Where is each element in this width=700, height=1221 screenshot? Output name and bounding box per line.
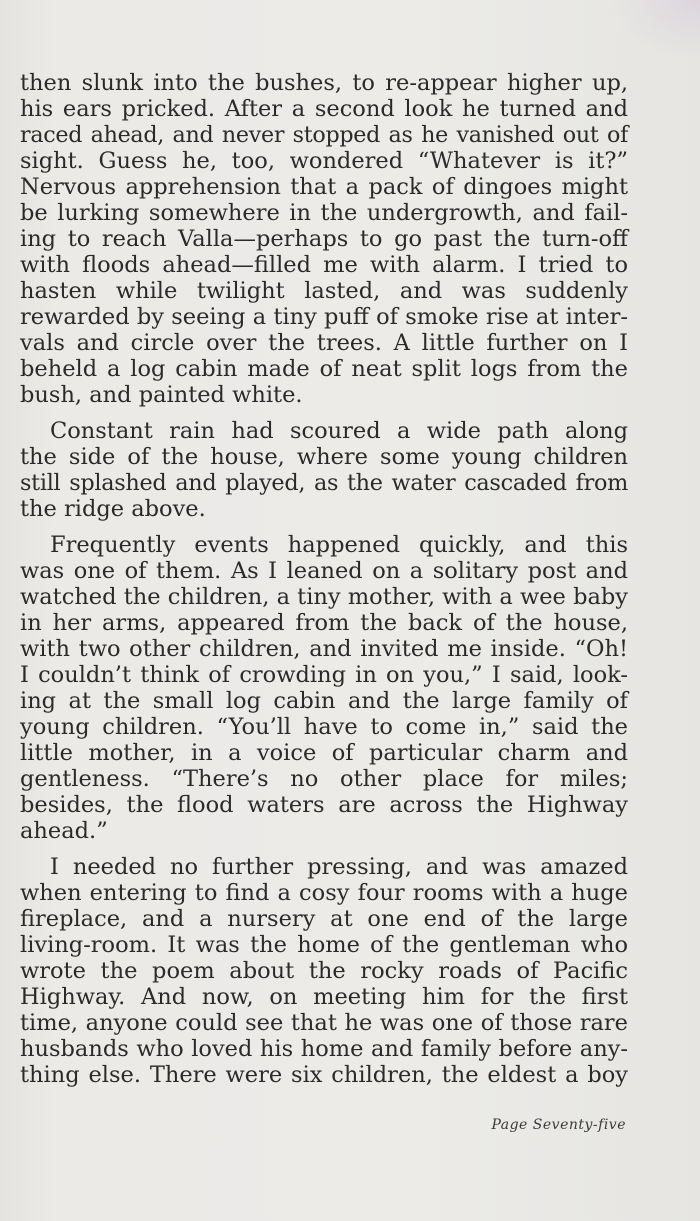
text-line: living-room. It was the home of the gentleman who bbox=[20, 932, 628, 958]
text-line: hasten while twilight lasted, and was suddenly bbox=[20, 278, 628, 304]
text-line: ing at the small log cabin and the large family of bbox=[20, 688, 628, 714]
paragraph bbox=[20, 418, 628, 522]
text-line: ahead.” bbox=[20, 818, 108, 844]
text-line: thing else. There were six children, the eldest a boy bbox=[20, 1062, 628, 1088]
text-line: Nervous apprehension that a pack of dingoes might bbox=[20, 174, 628, 200]
text-line: gentleness. “There’s no other place for miles; bbox=[20, 766, 628, 792]
paragraph bbox=[20, 532, 628, 844]
text-line: was one of them. As I leaned on a solitary post and bbox=[20, 558, 628, 584]
text-line: be lurking somewhere in the undergrowth, and fail- bbox=[20, 200, 628, 226]
text-line: bush, and painted white. bbox=[20, 382, 303, 408]
text-line: Highway. And now, on meeting him for the first bbox=[20, 984, 628, 1010]
text-line: young children. “You’ll have to come in,” said the bbox=[20, 714, 628, 740]
text-line: the ridge above. bbox=[20, 496, 206, 522]
text-line: little mother, in a voice of particular charm and bbox=[20, 740, 628, 766]
paragraph bbox=[20, 70, 628, 408]
text-line: besides, the flood waters are across the Highway bbox=[20, 792, 628, 818]
paragraph bbox=[20, 854, 628, 1088]
text-line: his ears pricked. After a second look he turned and bbox=[20, 96, 628, 122]
text-line: then slunk into the bushes, to re-appear higher up, bbox=[20, 70, 628, 96]
text-line: sight. Guess he, too, wondered “Whatever is it?” bbox=[20, 148, 628, 174]
text-line: raced ahead, and never stopped as he vanished out of bbox=[20, 122, 628, 148]
body-text bbox=[20, 70, 628, 1098]
text-line: wrote the poem about the rocky roads of Pacific bbox=[20, 958, 628, 984]
text-line: vals and circle over the trees. A little further on I bbox=[20, 330, 628, 356]
text-line: fireplace, and a nursery at one end of the large bbox=[20, 906, 628, 932]
page-number: Page Seventy-five bbox=[491, 1117, 626, 1133]
text-line: ing to reach Valla—perhaps to go past the turn-off bbox=[20, 226, 628, 252]
text-line: with two other children, and invited me inside. “Oh! bbox=[20, 636, 628, 662]
text-line: with floods ahead—filled me with alarm. I tried to bbox=[20, 252, 628, 278]
text-line: I needed no further pressing, and was amazed bbox=[50, 854, 628, 880]
text-line: rewarded by seeing a tiny puff of smoke rise at inter- bbox=[20, 304, 628, 330]
text-line: the side of the house, where some young children bbox=[20, 444, 628, 470]
text-line: still splashed and played, as the water cascaded from bbox=[20, 470, 628, 496]
paper-stain bbox=[610, 0, 700, 60]
text-line: beheld a log cabin made of neat split logs from the bbox=[20, 356, 628, 382]
text-line: Frequently events happened quickly, and this bbox=[50, 532, 628, 558]
text-line: watched the children, a tiny mother, with a wee baby bbox=[20, 584, 628, 610]
text-line: I couldn’t think of crowding in on you,” I said, look- bbox=[20, 662, 628, 688]
text-line: when entering to find a cosy four rooms with a huge bbox=[20, 880, 628, 906]
text-line: time, anyone could see that he was one of those rare bbox=[20, 1010, 628, 1036]
text-line: in her arms, appeared from the back of the house, bbox=[20, 610, 628, 636]
text-line: Constant rain had scoured a wide path along bbox=[50, 418, 628, 444]
text-line: husbands who loved his home and family before any- bbox=[20, 1036, 628, 1062]
